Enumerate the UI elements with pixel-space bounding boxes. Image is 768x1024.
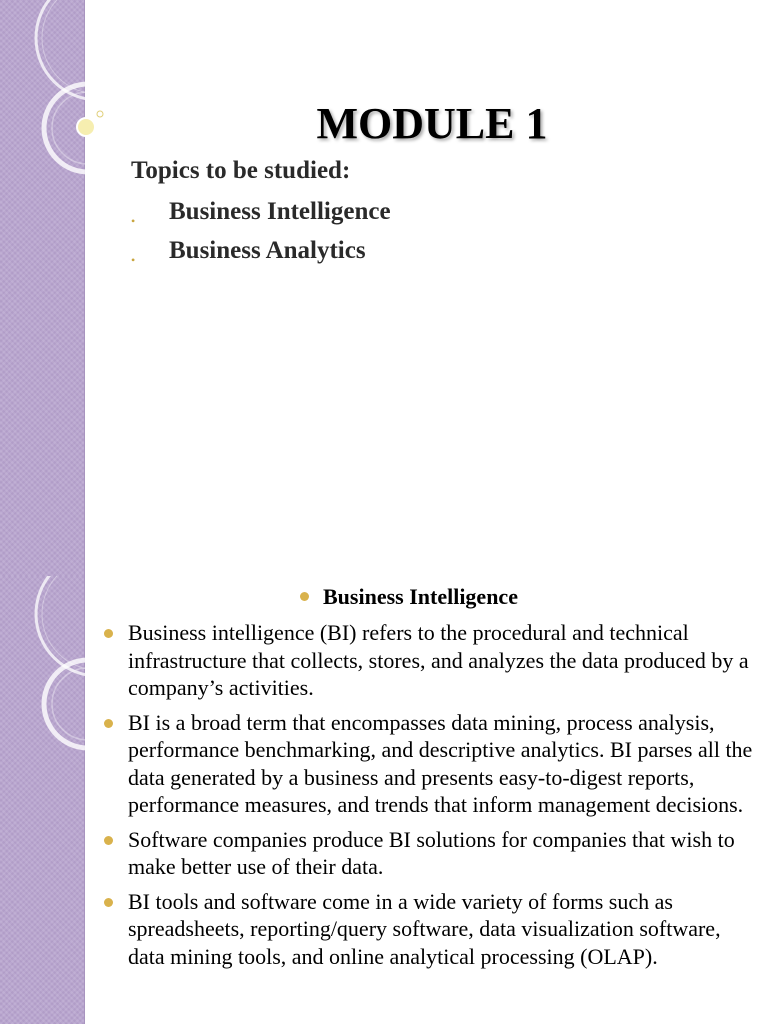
bullet-dot-icon: • xyxy=(131,214,136,228)
bi-bullet-list xyxy=(104,619,754,977)
bullet-item xyxy=(104,826,754,881)
bullet-text: BI is a broad term that encompasses data mining, process analysis, performance benchmarking, and descriptive analytics. BI parses all the data generated by a business and presents easy-to-digest reports, performance measures, and trends that inform management decisions. xyxy=(128,709,753,817)
bullet-text: Business intelligence (BI) refers to the procedural and technical infrastructure that collects, stores, and analyzes the data produced by a company’s activities. xyxy=(128,620,749,700)
bullet-dot-icon xyxy=(300,592,309,601)
bullet-item xyxy=(104,888,754,971)
topic-item xyxy=(131,196,391,235)
slide-title: MODULE 1 xyxy=(316,99,548,148)
topics-subtitle: Topics to be studied: xyxy=(131,157,351,184)
bullet-dot-icon xyxy=(104,836,113,845)
topics-list xyxy=(131,196,391,274)
bullet-dot-icon: • xyxy=(131,253,136,267)
topic-label: Business Intelligence xyxy=(169,198,391,225)
slide-business-intelligence xyxy=(0,576,768,1024)
section-heading-label: Business Intelligence xyxy=(323,584,518,609)
bullet-text: BI tools and software come in a wide variety of forms such as spreadsheets, reporting/query software, data visualization software, data mining tools, and online analytical processing (OLAP). xyxy=(128,888,721,969)
bullet-dot-icon xyxy=(104,719,113,728)
bullet-dot-icon xyxy=(104,898,113,907)
section-heading xyxy=(300,584,518,610)
bullet-dot-icon xyxy=(104,629,113,638)
topic-item xyxy=(131,235,391,274)
bullet-item xyxy=(104,619,754,702)
bullet-item xyxy=(104,709,754,819)
topic-label: Business Analytics xyxy=(169,237,366,264)
bullet-text: Software companies produce BI solutions for companies that wish to make better use of their data. xyxy=(128,826,735,879)
